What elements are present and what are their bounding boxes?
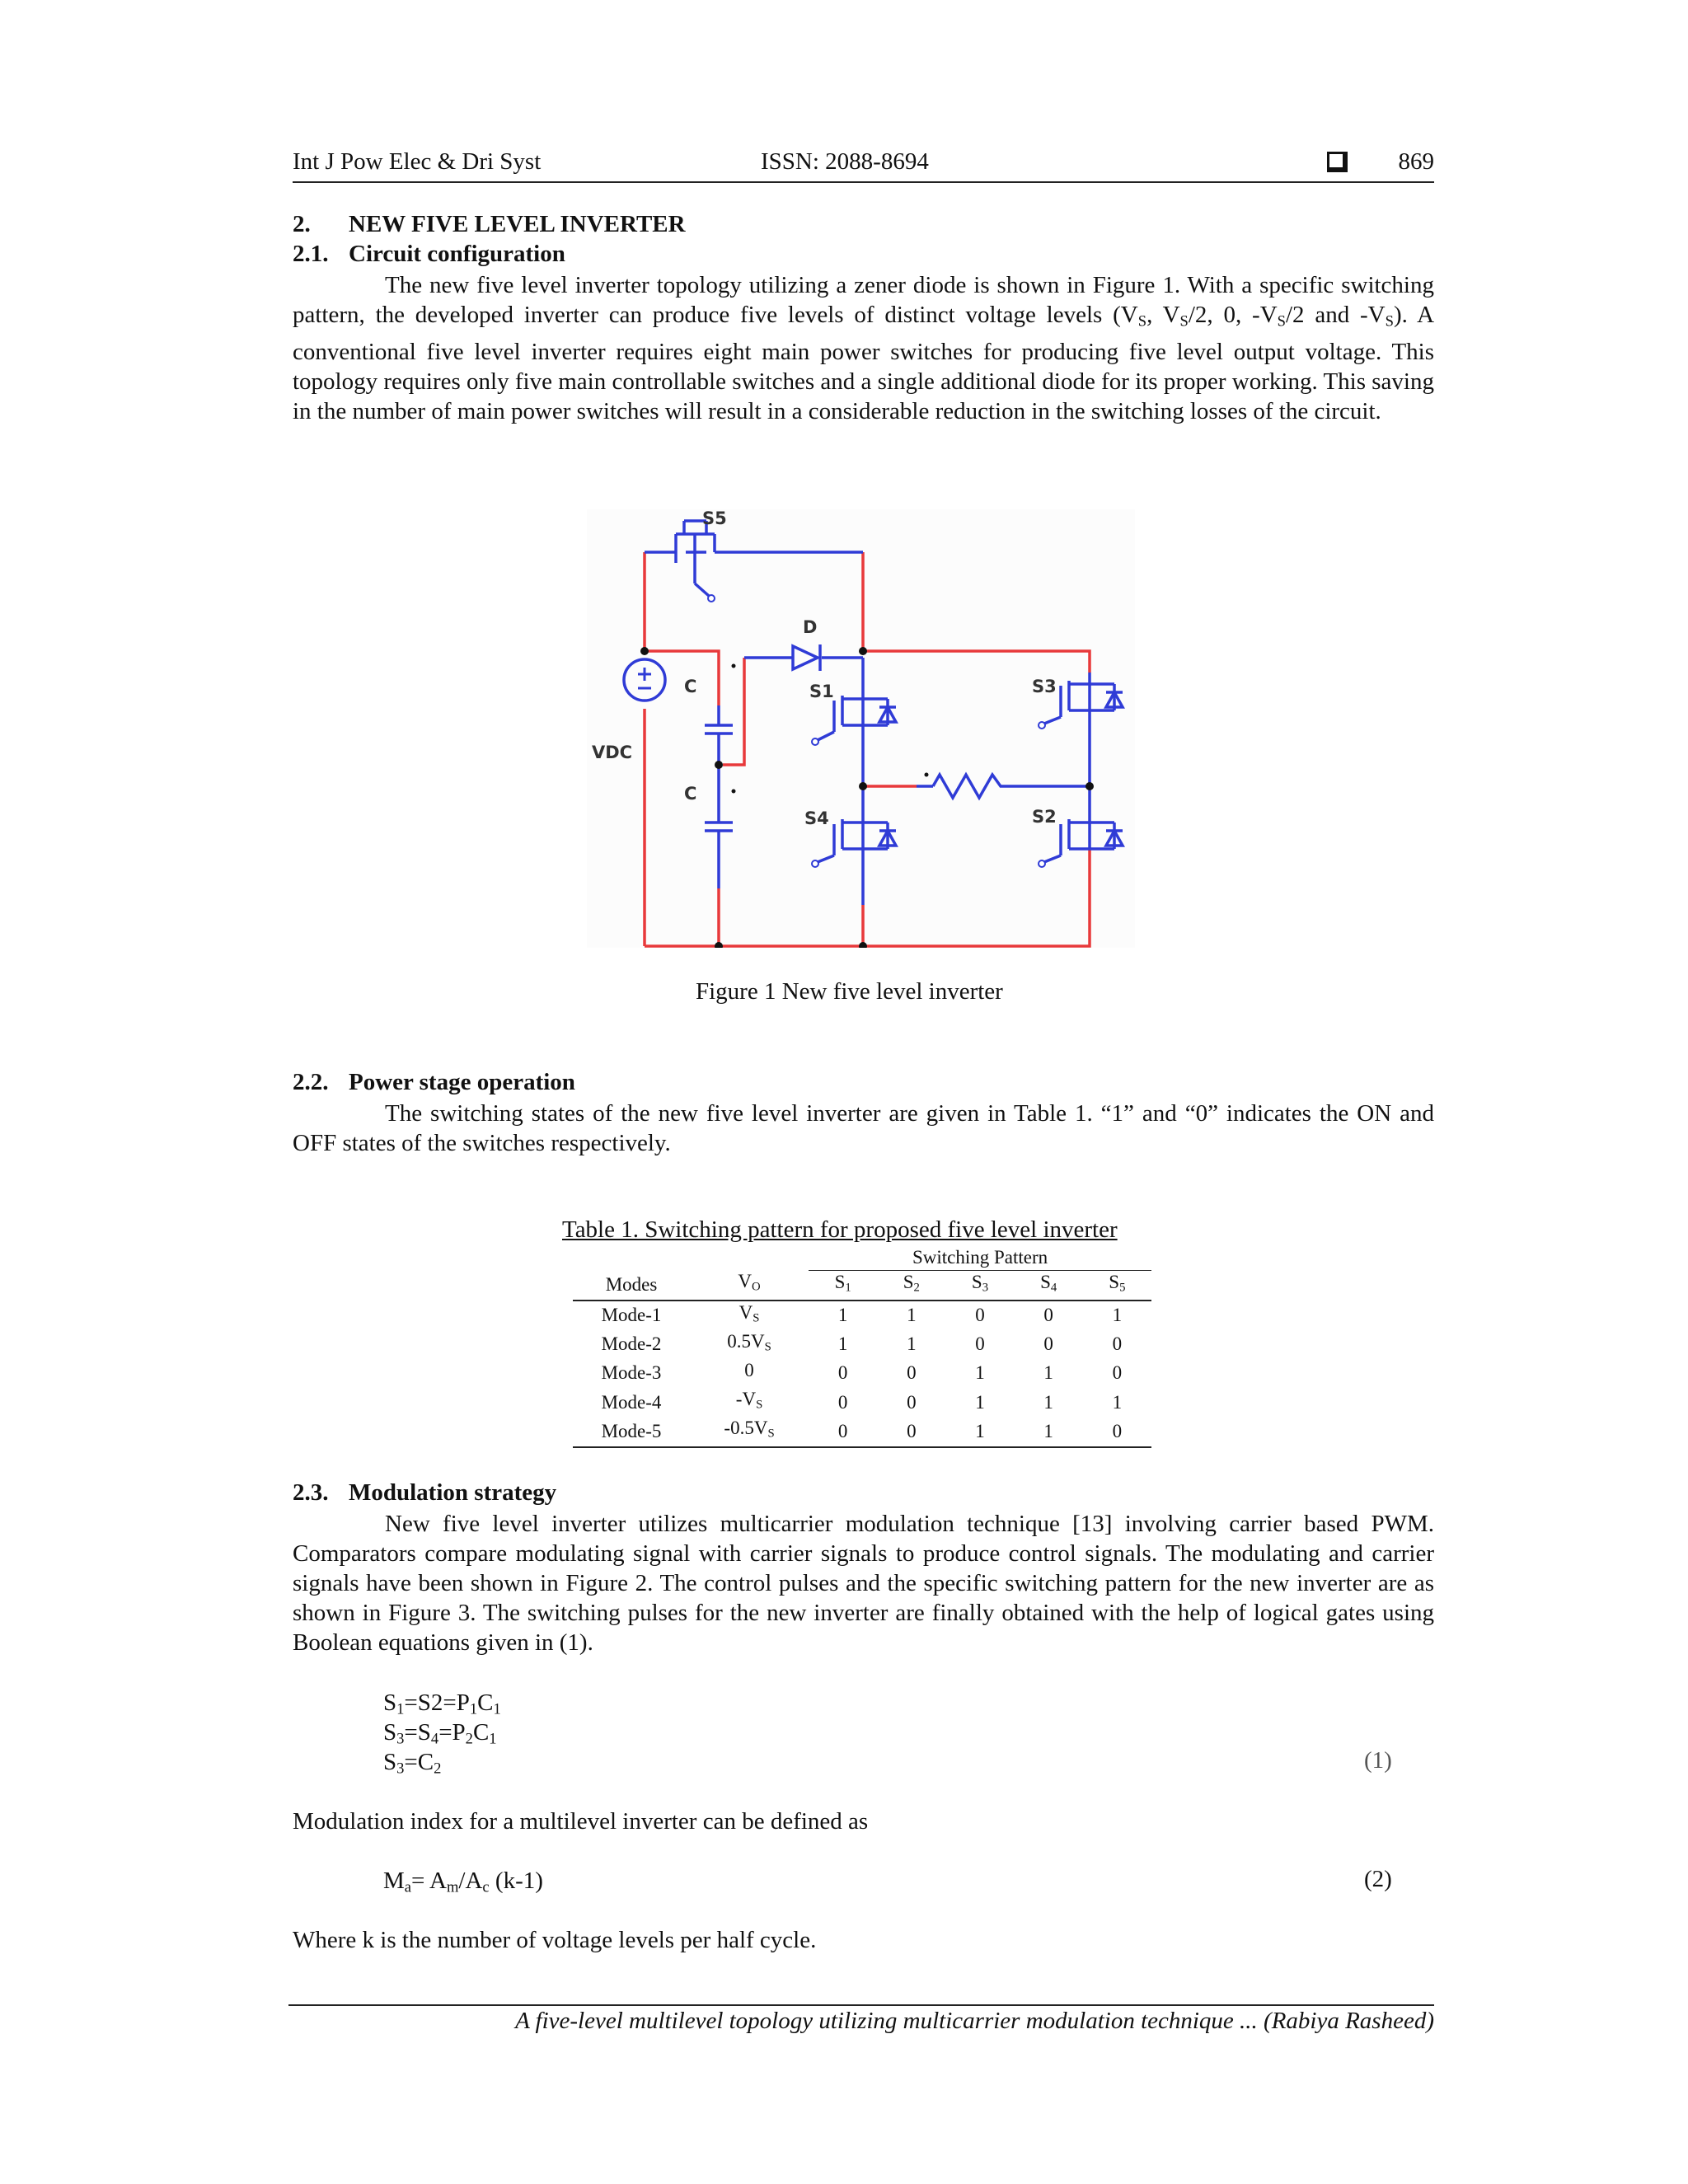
subscript: S — [1179, 312, 1189, 330]
node-dot — [859, 942, 867, 948]
switching-pattern-table — [573, 1246, 1151, 1448]
paragraph-modulation-strategy: New five level inverter utilizes multicarrier modulation technique [13] involving carrier based PWM. Comparators compare modulating signal with carrier signals to produce control signals. The modulating and carrier signals have been shown in Figure 2. The control pulses and the specific switching pattern for the new inverter are as shown in Figure 3. The switching pulses for the new inverter are finally obtained with the help of logical gates using Boolean equations given in (1). — [293, 1511, 1434, 1656]
running-footer: A five-level multilevel topology utilizing multicarrier modulation technique ... (Rabiya Rasheed) — [515, 2008, 1434, 2034]
label-c-bottom: C — [684, 784, 697, 804]
equation-2-number: (2) — [1364, 1866, 1392, 1892]
equation-2: $M_a= A_m/A_c$ (k-1) — [383, 1868, 543, 1896]
wire — [723, 658, 744, 765]
equation-1-line-1: $S_1=S2=P_1C_1$ — [383, 1690, 501, 1718]
node-dot — [859, 782, 867, 790]
equation-1-number: (1) — [1364, 1747, 1392, 1774]
label-c-top: C — [684, 677, 697, 696]
label-s5: S5 — [702, 509, 727, 528]
col-header-s4: $S_4$ — [1015, 1270, 1083, 1301]
text-run: , V — [1146, 302, 1180, 328]
wire — [917, 849, 1090, 946]
section-heading-2-2 — [293, 1069, 575, 1096]
switch-s4 — [818, 819, 896, 862]
footer-rule — [288, 2004, 1434, 2006]
equation-1-line-2: $S_3=S_4=P_2C_1$ — [383, 1719, 497, 1748]
node-dot — [640, 647, 649, 655]
label-s1: S1 — [809, 682, 834, 701]
node-dot — [715, 761, 723, 769]
figure-1-circuit — [587, 509, 1135, 948]
table-row: Mode-4 $-V_S$ 0 0 1 1 1 — [601, 1389, 1123, 1413]
paragraph-circuit-configuration — [293, 270, 1434, 426]
node-dot — [859, 647, 867, 655]
table-row: Mode-2 $0.5V_S$ 1 1 0 0 0 — [601, 1330, 1123, 1355]
text-run: ). A conventional five level inverter requires eight main power switches for producing five level output voltage. This topology requires only five main controllable switches and a single additional diode for its proper working. This saving in the number of main power switches will result in a considerable reduction in the switching losses of the circuit. — [293, 302, 1435, 424]
table-row: Mode-3 0 0 0 1 1 0 — [601, 1360, 1123, 1384]
running-header — [293, 147, 1434, 183]
journal-name: Int J Pow Elec & Dri Syst — [293, 148, 542, 175]
section-heading-2 — [293, 211, 686, 238]
subscript: S — [1385, 312, 1394, 330]
table-header-row — [573, 1270, 1151, 1301]
text-run: /2 and -V — [1285, 302, 1386, 328]
label-s2: S2 — [1032, 807, 1057, 827]
table-row: Mode-5 $-0.5V_S$ 0 0 1 1 0 — [573, 1417, 1151, 1446]
modulation-index-text: Modulation index for a multilevel inverter can be defined as — [293, 1808, 869, 1835]
text-run: /2, 0, -V — [1188, 302, 1278, 328]
table-1-caption: Table 1. Switching pattern for proposed five level inverter — [562, 1216, 1118, 1243]
switch-s1 — [818, 696, 896, 740]
table-group-header-row — [573, 1246, 1151, 1270]
section-number: 2.1. — [293, 241, 329, 267]
col-header-vo: $V_O$ — [690, 1270, 809, 1301]
section-heading-2-1 — [293, 241, 565, 268]
label-vdc: VDC — [592, 743, 633, 762]
page-number: 869 — [1398, 148, 1434, 175]
diode-d — [793, 646, 818, 669]
equation-1-line-3: $S_3=C_2$ — [383, 1749, 442, 1778]
node-dot — [715, 942, 723, 948]
checkbox-square-icon — [1327, 152, 1348, 172]
resistor — [933, 775, 1007, 798]
table-row: Mode-1 $V_S$ 1 1 0 0 1 — [601, 1301, 1123, 1325]
section-number: 2.2. — [293, 1069, 329, 1095]
node-dot — [1085, 782, 1094, 790]
section-heading-2-3 — [293, 1479, 556, 1507]
text-run: The new five level inverter topology utilizing a zener diode is shown in Figure 1. With a specific switching pattern, the developed inverter can produce five levels of distinct voltage levels (V — [293, 272, 1434, 328]
wire — [863, 651, 1090, 673]
issn: ISSN: 2088-8694 — [761, 148, 929, 175]
col-header-s1: $S_1$ — [809, 1270, 877, 1301]
section-title: Modulation strategy — [349, 1479, 557, 1506]
col-header-s3: $S_3$ — [945, 1270, 1014, 1301]
col-header-modes: Modes — [573, 1270, 690, 1301]
label-d: D — [803, 617, 818, 637]
figure-1-caption: Figure 1 New five level inverter — [696, 978, 1003, 1005]
label-s3: S3 — [1032, 677, 1057, 696]
section-title: Circuit configuration — [349, 241, 565, 267]
col-header-s2: $S_2$ — [877, 1270, 945, 1301]
label-s4: S4 — [804, 808, 829, 828]
switch-s5 — [676, 521, 715, 596]
section-number: 2.3. — [293, 1479, 329, 1506]
subscript: S — [1137, 312, 1147, 330]
paragraph-power-stage: The switching states of the new five level inverter are given in Table 1. “1” and “0” indicates the ON and OFF states of the switches respectively. — [293, 1100, 1434, 1156]
section-number: 2. — [293, 211, 311, 237]
group-header: Switching Pattern — [809, 1246, 1151, 1270]
where-text: Where k is the number of voltage levels per half cycle. — [293, 1927, 817, 1953]
section-title: Power stage operation — [349, 1069, 575, 1095]
subscript: S — [1277, 312, 1286, 330]
circuit-diagram — [587, 509, 1135, 948]
col-header-s5: $S_5$ — [1083, 1270, 1151, 1301]
section-title: NEW FIVE LEVEL INVERTER — [349, 211, 686, 237]
